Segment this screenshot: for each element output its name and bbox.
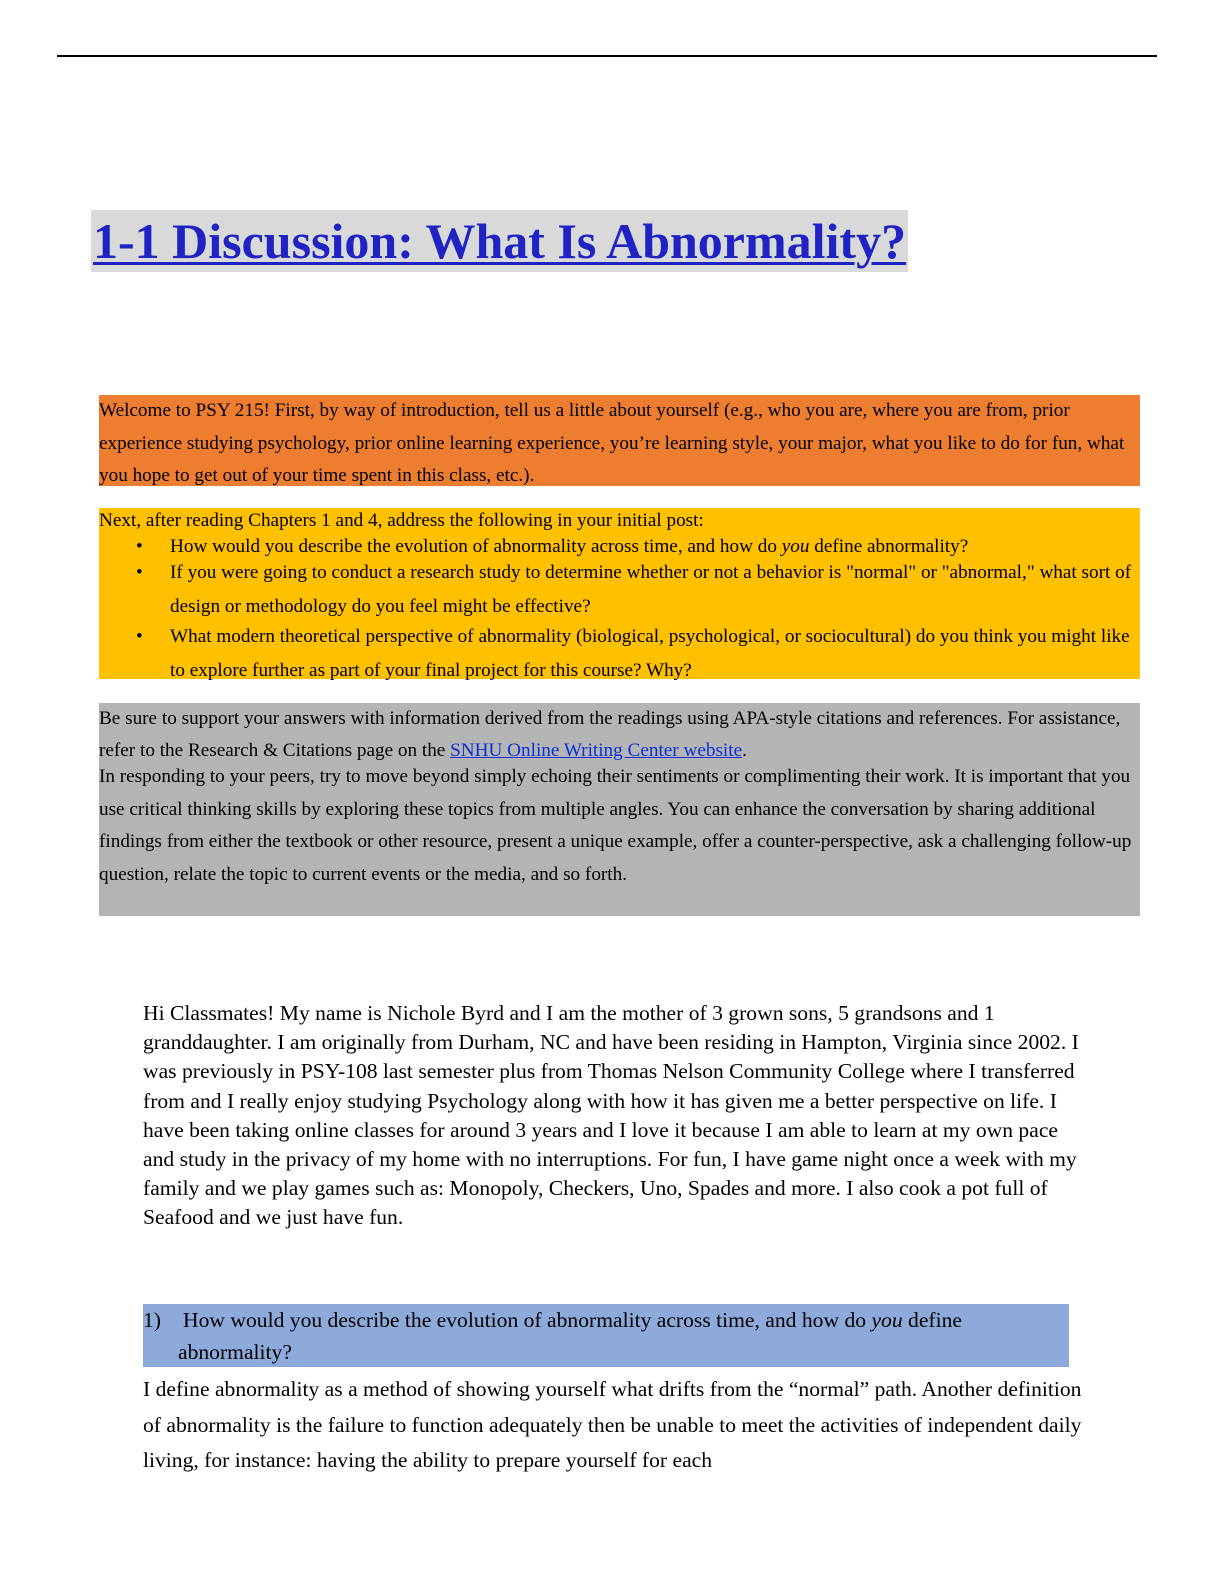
question-1-continuation: abnormality? bbox=[178, 1340, 292, 1364]
introduction-post: Hi Classmates! My name is Nichole Byrd and I am the mother of 3 grown sons, 5 grandsons and 1 granddaughter. I am originally from Durham, NC and have been residing in Hampton, Virginia since 2002. I was previously in PSY-108 last semester plus from Thomas Nelson Community College where I transferred from and I really enjoy studying Psychology along with how it has given me a better perspective on life. I have been taking online classes for around 3 years and I love it because I am able to learn at my own pace and study in the privacy of my home with no interruptions. For fun, I have game night once a week with my family and we play games such as: Monopoly, Checkers, Uno, Spades and more. I also cook a pot full of Seafood and we just have fun. bbox=[143, 1001, 1079, 1230]
responding-text: In responding to your peers, try to move beyond simply echoing their sentiments or complimenting their work. It is important that you use critical thinking skills by exploring these topics from multiple angles. You can enhance the conversation by sharing additional findings from either the textbook or other resource, present a unique example, offer a counter-perspective, ask a challenging follow-up question, relate the topic to current events or the media, and so forth. bbox=[99, 766, 1132, 885]
prompt-item-1: • How would you describe the evolution of abnormality across time, and how do you define abnormality? bbox=[99, 534, 1140, 560]
intro-text: Welcome to PSY 215! First, by way of introduction, tell us a little about yourself (e.g., who you are, where you are from, prior experience studying psychology, prior online learning experience, you’re learning style, your major, what you like to do for fun, what you hope to get out of your time spent in this class, etc.). bbox=[99, 400, 1125, 486]
bullet-icon: • bbox=[136, 626, 143, 647]
question-1-heading: 1) How would you describe the evolution of abnormality across time, and how do you define abnormality? bbox=[143, 1304, 1069, 1367]
intro-block bbox=[99, 395, 1140, 486]
prompt-list bbox=[99, 534, 1140, 688]
page-title-link[interactable]: 1-1 Discussion: What Is Abnormality? bbox=[93, 213, 907, 269]
bullet-icon: • bbox=[136, 536, 143, 557]
top-rule bbox=[57, 55, 1157, 57]
prompt-block bbox=[99, 508, 1140, 679]
support-text: Be sure to support your answers with information derived from the readings using APA-style citations and references. For assistance, refer to the Research & Citations page on the SNHU Online Writing Center website. bbox=[99, 708, 1121, 761]
prompt-lead: Next, after reading Chapters 1 and 4, address the following in your initial post: bbox=[99, 510, 704, 531]
bullet-icon: • bbox=[136, 562, 143, 583]
support-block bbox=[99, 703, 1140, 916]
prompt-item-2: • If you were going to conduct a research study to determine whether or not a behavior is "normal" or "abnormal," what sort of design or methodology do you feel might be effective? bbox=[99, 556, 1140, 624]
answer-1-text: I define abnormality as a method of showing yourself what drifts from the “normal” path. Another definition of abnormality is the failure to function adequately then be unable to meet the activities of independent daily living, for instance: having the ability to prepare yourself for each bbox=[143, 1377, 1082, 1472]
title-highlight bbox=[91, 210, 908, 272]
writing-center-link[interactable]: SNHU Online Writing Center website bbox=[450, 740, 743, 761]
question-number: 1) bbox=[143, 1308, 161, 1332]
prompt-item-3: • What modern theoretical perspective of abnormality (biological, psychological, or sociocultural) do you think you might like to explore further as part of your final project for this course? Why? bbox=[99, 620, 1140, 688]
